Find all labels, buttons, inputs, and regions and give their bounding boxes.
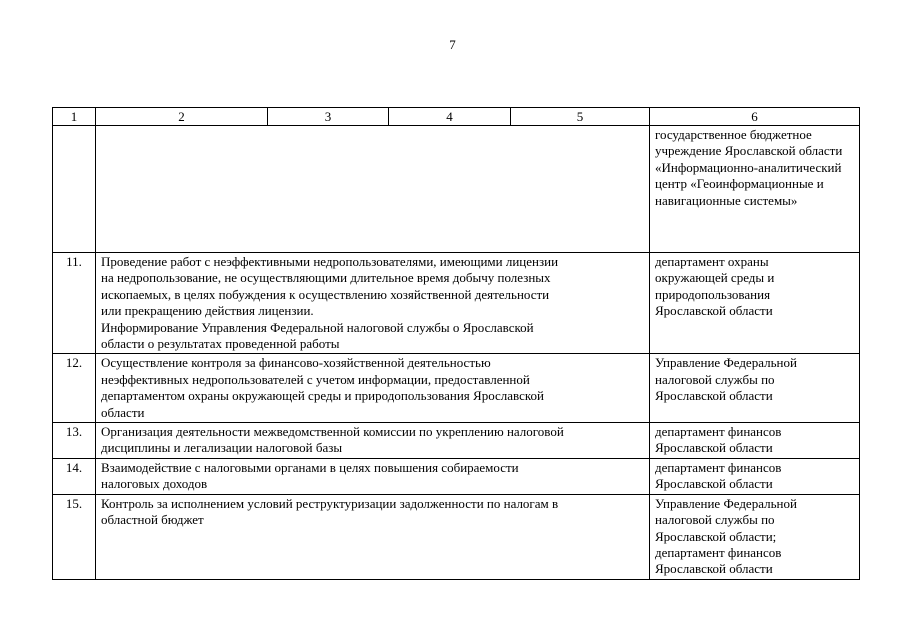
row-number-cell (53, 126, 96, 253)
table-row (53, 423, 860, 459)
responsible-party: Управление Федеральной налоговой службы по Ярославской области; департамент финансов Ярославской области (650, 494, 860, 579)
column-number: 1 (53, 108, 96, 126)
column-numbers-row (53, 108, 860, 126)
measure-text: Проведение работ с неэффективными недропользователями, имеющими лицензии на недропользование, не осуществляющими длительное время добычу полезных ископаемых, в целях побуждения к осуществлению хозяйственной деятельности или прекращению действия лицензии. Информирование Управления Федеральной налоговой службы о Ярославской области о результатах проведенной работы (96, 253, 650, 354)
table-row (53, 494, 860, 579)
page-number: 7 (449, 37, 456, 52)
row-number: 15. (53, 494, 96, 579)
measure-text: Осуществление контроля за финансово-хозяйственной деятельностью неэффективных недропользователей с учетом информации, предоставленной департаментом охраны окружающей среды и природопользования Ярославской области (96, 354, 650, 423)
responsible-party: Управление Федеральной налоговой службы по Ярославской области (650, 354, 860, 423)
row-number: 14. (53, 458, 96, 494)
column-number: 3 (268, 108, 389, 126)
responsible-cell: государственное бюджетное учреждение Ярославской области «Информационно-аналитический центр «Геоинформационные и навигационные системы» (650, 126, 860, 253)
responsible-party: департамент охраны окружающей среды и природопользования Ярославской области (650, 253, 860, 354)
row-number: 11. (53, 253, 96, 354)
table-row (53, 253, 860, 354)
responsible-party: департамент финансов Ярославской области (650, 423, 860, 459)
responsible-party: департамент финансов Ярославской области (650, 458, 860, 494)
continued-row (53, 126, 860, 253)
measure-text: Контроль за исполнением условий реструктуризации задолженности по налогам в областной бюджет (96, 494, 650, 579)
table-row (53, 458, 860, 494)
column-number: 2 (96, 108, 268, 126)
measure-text: Взаимодействие с налоговыми органами в целях повышения собираемости налоговых доходов (96, 458, 650, 494)
column-number: 6 (650, 108, 860, 126)
row-number: 13. (53, 423, 96, 459)
row-number: 12. (53, 354, 96, 423)
measure-text: Организация деятельности межведомственной комиссии по укреплению налоговой дисциплины и легализации налоговой базы (96, 423, 650, 459)
measure-cell (96, 126, 650, 253)
table-row (53, 354, 860, 423)
column-number: 5 (511, 108, 650, 126)
column-number: 4 (389, 108, 511, 126)
measures-table (52, 107, 860, 580)
